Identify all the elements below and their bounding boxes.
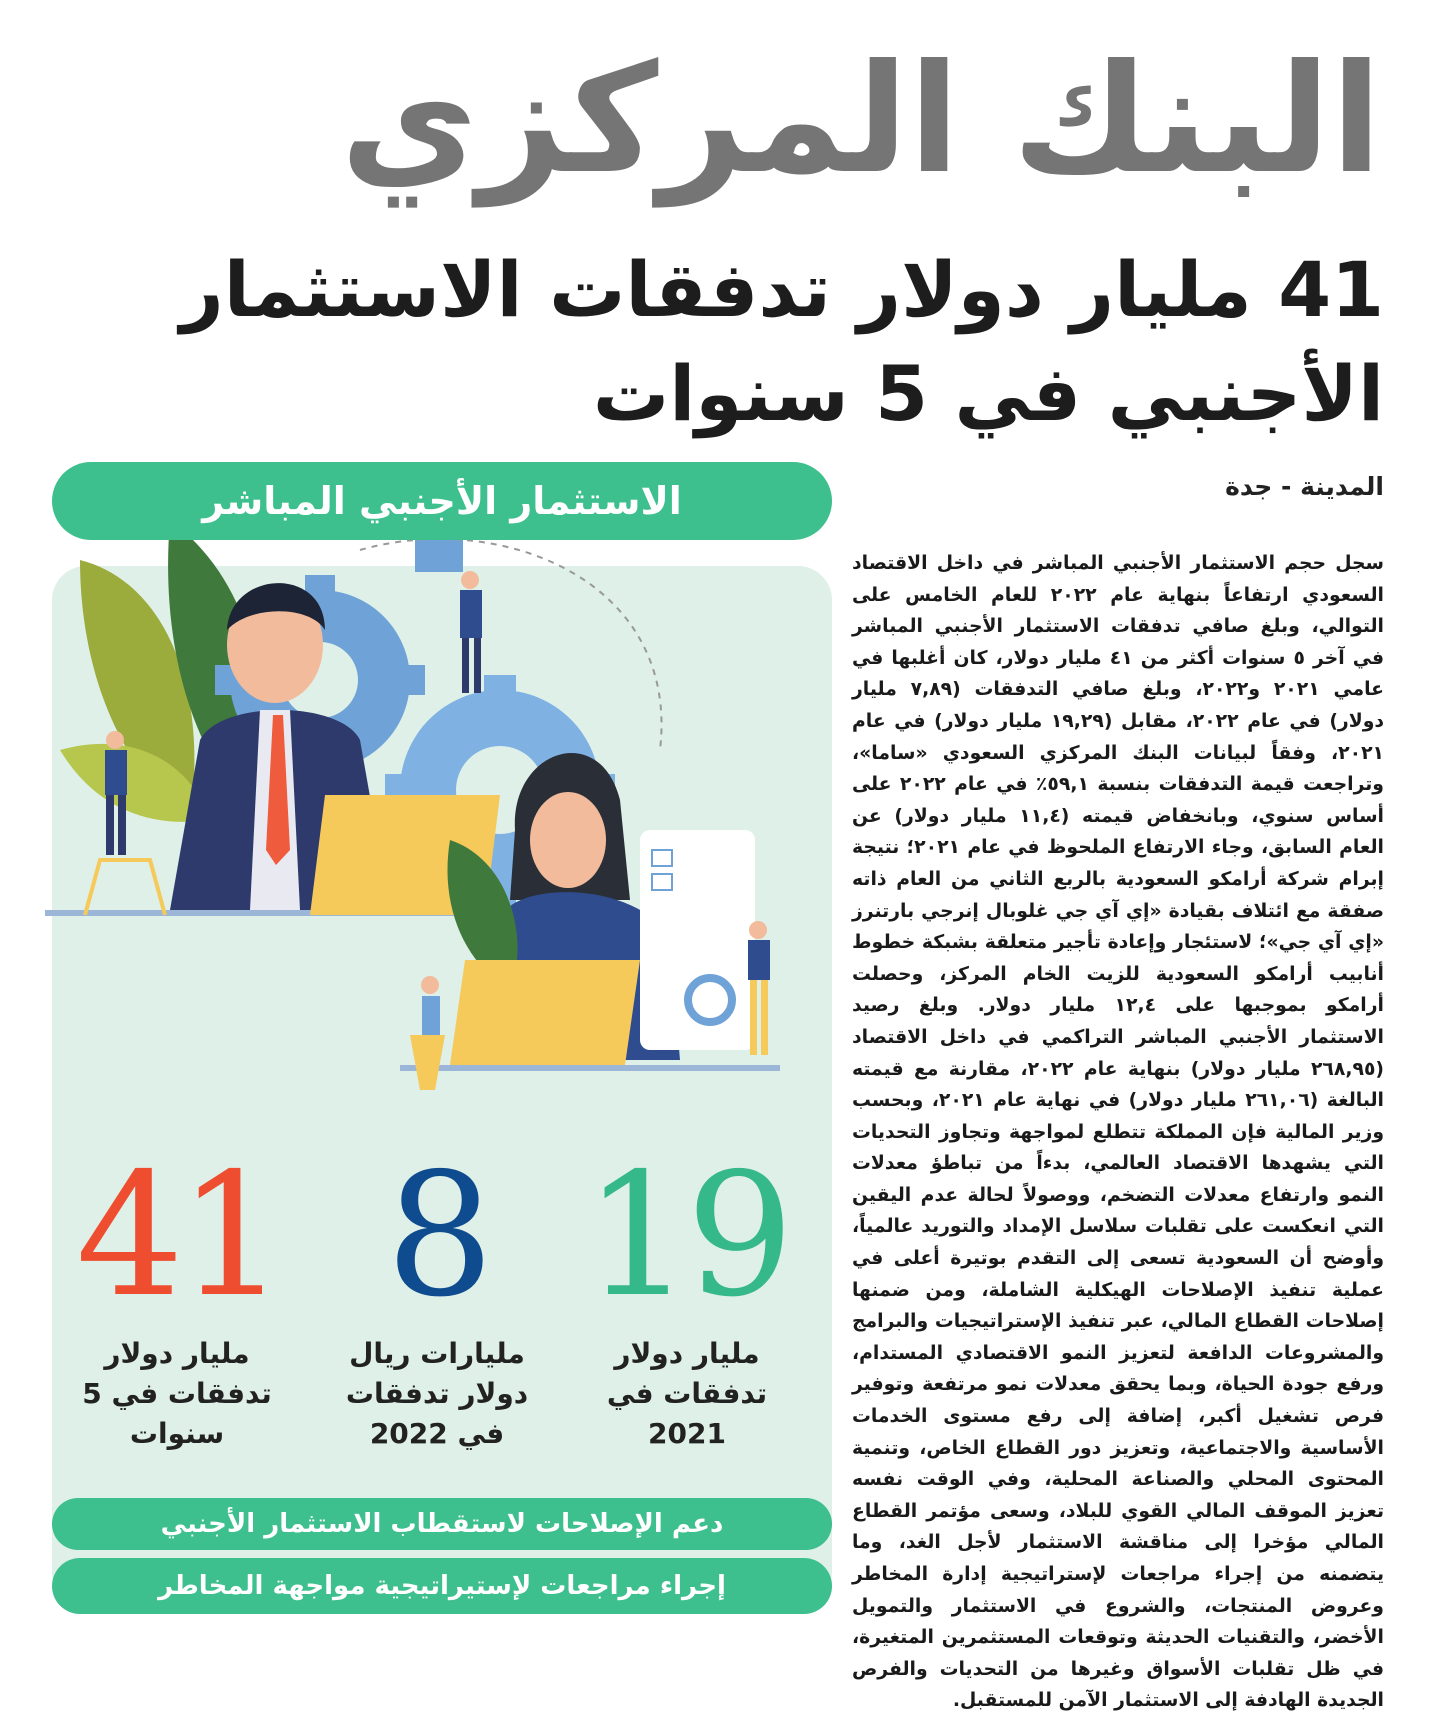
stat-caption-line: تدفقات في 5 <box>82 1377 272 1410</box>
infographic-footer-2: إجراء مراجعات لإستيراتيجية مواجهة المخاطر <box>52 1558 832 1614</box>
stat-caption-line: سنوات <box>129 1417 225 1450</box>
stat-number-8: 8 <box>385 1137 489 1335</box>
headline-line-2: الأجنبي في 5 سنوات <box>592 349 1384 438</box>
stat-caption-line: مليارات ريال <box>349 1337 525 1370</box>
stat-caption-line: مليار دولار <box>614 1337 760 1370</box>
stat-caption-line: في 2022 <box>369 1417 505 1450</box>
stat-caption-line: مليار دولار <box>104 1337 250 1370</box>
dateline: المدينة - جدة <box>1225 472 1384 501</box>
person-pointing-figure <box>748 921 770 1055</box>
stat-caption-line: دولار تدفقات <box>345 1377 529 1410</box>
stat-caption-19 <box>572 1334 802 1454</box>
person-standing-figure <box>460 571 482 693</box>
stat-caption-8 <box>322 1334 552 1454</box>
infographic-title: الاستثمار الأجنبي المباشر <box>52 462 832 540</box>
stat-caption-line: تدفقات في <box>606 1377 768 1410</box>
business-team-illustration <box>40 520 840 1140</box>
stat-caption-line: 2021 <box>648 1417 726 1450</box>
stat-number-19: 19 <box>583 1137 789 1335</box>
stat-number-41: 41 <box>75 1137 281 1335</box>
person-sitting-figure <box>410 976 445 1090</box>
infographic-footer-1: دعم الإصلاحات لاستقطاب الاستثمار الأجنبي <box>52 1498 832 1550</box>
section-kicker: البنك المركزي <box>340 33 1382 207</box>
stat-caption-41 <box>62 1334 292 1454</box>
laptop-icon <box>450 960 640 1065</box>
headline-line-1: 41 مليار دولار تدفقات الاستثمار <box>179 245 1384 334</box>
article-body: سجل حجم الاستثمار الأجنبي المباشر في داخل الاقتصاد السعودي ارتفاعاً بنهاية عام ٢٠٢٢ للعام الخامس على التوالي، وبلغ صافي تدفقات الاستثمار الأجنبي المباشر في آخر ٥ سنوات أكثر من ٤١ مليار دولار، كان أغلبها في عامي ٢٠٢١ و٢٠٢٢، وبلغ صافي التدفقات (٧,٨٩ مليار دولار) في عام ٢٠٢٢، مقابل (١٩,٢٩ مليار دولار) في عام ٢٠٢١، وفقاً لبيانات البنك المركزي السعودي «ساما»، وتراجعت قيمة التدفقات بنسبة ٥٩,١٪ في عام ٢٠٢٢ على أساس سنوي، وبانخفاض قيمته (١١,٤ مليار دولار) عن العام السابق، وجاء الارتفاع الملحوظ في عام ٢٠٢١؛ نتيجة إبرام شركة أرامكو السعودية بالربع الثاني من العام ذاته صفقة مع ائتلاف بقيادة «إي آي جي غلوبال إنرجي بارتنرز «إي آي جي»؛ لاستئجار وإعادة تأجير متعلقة بشبكة خطوط أنابيب أرامكو السعودية للزيت الخام المركز، وحصلت أرامكو بموجبها على ١٢,٤ مليار دولار. وبلغ رصيد الاستثمار الأجنبي المباشر التراكمي في داخل الاقتصاد (٢٦٨,٩٥ مليار دولار) بنهاية عام ٢٠٢٢، مقارنة مع قيمته البالغة (٢٦١,٠٦ مليار دولار) في نهاية عام ٢٠٢١، وبحسب وزير المالية فإن المملكة تتطلع لمواجهة وتجاوز التحديات التي يشهدها الاقتصاد العالمي، بدءاً من تباطؤ معدلات النمو وارتفاع معدلات التضخم، ووصولاً لحالة عدم اليقين التي انعكست على تقلبات سلاسل الإمداد والتوريد عالمياً، وأوضح أن السعودية تسعى إلى التقدم بوتيرة أعلى في عملية تنفيذ الإصلاحات الهيكلية الشاملة، ومن ضمنها إصلاحات القطاع المالي، عبر تنفيذ الإستراتيجيات والبرامج والمشروعات الدافعة لتعزيز النمو الاقتصادي المستدام، ورفع جودة الحياة، وبما يحقق معدلات نمو مرتفعة وتوفير فرص تشغيل أكبر، إضافة إلى رفع مستوى الخدمات الأساسية والاجتماعية، وتعزيز دور القطاع الخاص، وتنمية المحتوى المحلي والصناعة المحلية، وفي الوقت نفسه تعزيز الموقف المالي القوي للبلاد، وسعى مؤتمر القطاع المالي مؤخرا إلى مناقشة الاستثمار لأجل الغد، وما يتضمنه من إجراء مراجعات لإستراتيجية إدارة المخاطر وعروض المنتجات، والشروع في الاستثمار والتمويل الأخضر، والتقنيات الحديثة وتوقعات المستثمرين المتغيرة، في ظل تقلبات الأسواق وغيرها من التحديات والفرص الجديدة الهادفة إلى الاستثمار الآمن للمستقبل. <box>852 553 1385 1712</box>
headline <box>179 238 1384 446</box>
speech-bubble-icon <box>415 538 463 572</box>
